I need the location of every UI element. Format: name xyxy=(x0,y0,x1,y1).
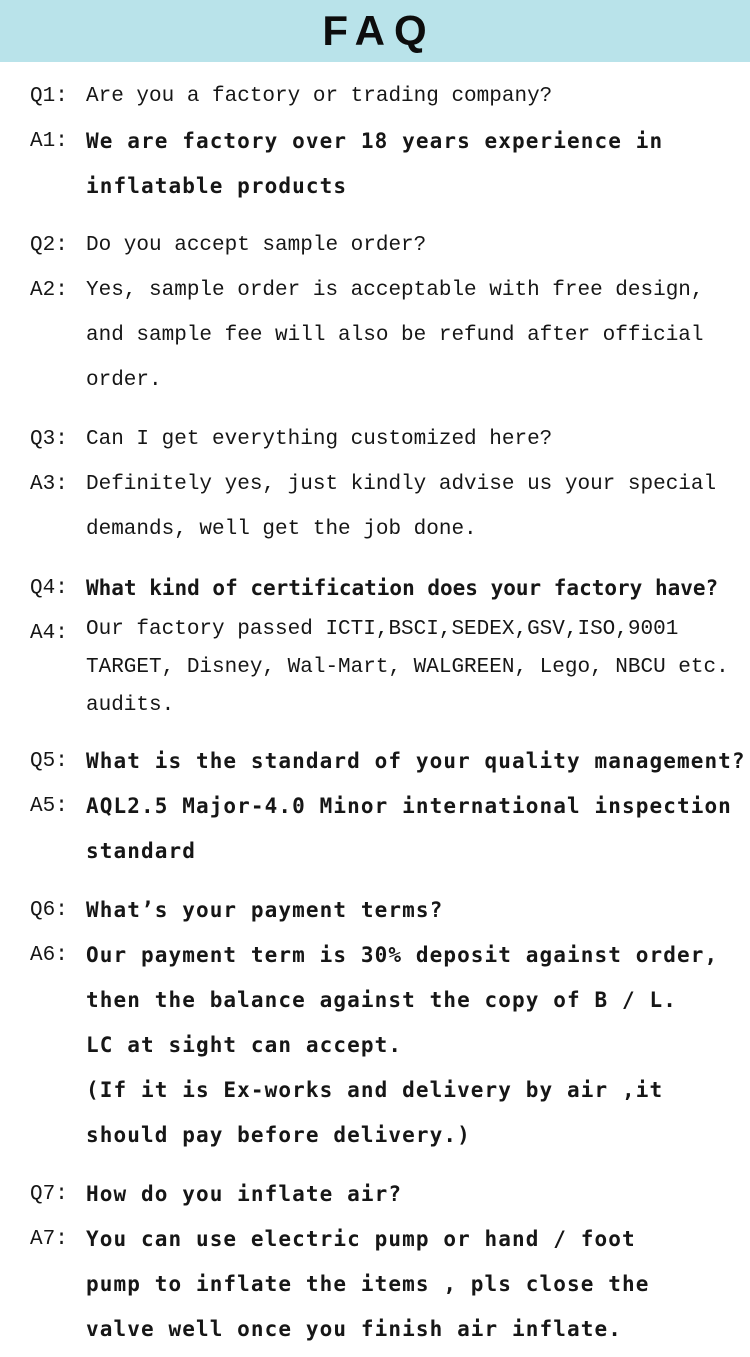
answer-row xyxy=(30,268,742,403)
qa-item xyxy=(30,566,742,725)
answer-line: demands, well get the job done. xyxy=(86,518,477,541)
answer-line: We are factory over 18 years experience in xyxy=(86,129,664,153)
answer-line: should pay before delivery.) xyxy=(86,1123,471,1147)
answer-line: Our payment term is 30% deposit against order, xyxy=(86,943,719,967)
answer-row xyxy=(30,119,742,209)
answer-label: A1: xyxy=(30,130,68,153)
answer-line: inflatable products xyxy=(86,174,348,198)
answer-label: A6: xyxy=(30,944,68,967)
answer-line: audits. xyxy=(86,694,175,717)
question-text: What is the standard of your quality management? xyxy=(86,749,746,773)
faq-header xyxy=(0,0,750,62)
qa-item xyxy=(30,74,742,209)
question-row xyxy=(30,739,746,784)
answer-text xyxy=(86,462,742,552)
answer-label: A5: xyxy=(30,795,68,818)
qa-item xyxy=(30,888,742,1158)
answer-line: then the balance against the copy of B / L. xyxy=(86,988,677,1012)
answer-line: pump to inflate the items , pls close the xyxy=(86,1272,650,1296)
question-label: Q7: xyxy=(30,1183,68,1206)
question-row xyxy=(30,888,742,933)
answer-text xyxy=(86,119,742,209)
answer-text xyxy=(86,611,742,725)
question-text: Can I get everything customized here? xyxy=(86,428,553,451)
answer-row xyxy=(30,1217,742,1352)
answer-line: Our factory passed ICTI,BSCI,SEDEX,GSV,ISO,9001 xyxy=(86,618,679,641)
question-row xyxy=(30,223,742,268)
question-text: How do you inflate air? xyxy=(86,1182,403,1206)
question-text: Are you a factory or trading company? xyxy=(86,85,553,108)
answer-line: Definitely yes, just kindly advise us your special xyxy=(86,473,717,496)
answer-row xyxy=(30,784,742,874)
question-text: What kind of certification does your factory have? xyxy=(86,576,719,600)
question-label: Q4: xyxy=(30,577,68,600)
answer-label: A3: xyxy=(30,473,68,496)
question-text: Do you accept sample order? xyxy=(86,234,427,257)
qa-item xyxy=(30,417,742,552)
question-label: Q1: xyxy=(30,85,68,108)
answer-line: (If it is Ex-works and delivery by air ,it xyxy=(86,1078,664,1102)
faq-list xyxy=(0,62,750,1352)
qa-item xyxy=(30,1172,742,1352)
question-label: Q5: xyxy=(30,750,68,773)
answer-row xyxy=(30,933,742,1158)
answer-line: standard xyxy=(86,839,196,863)
question-row xyxy=(30,1172,742,1217)
answer-text xyxy=(86,1217,742,1352)
answer-text xyxy=(86,933,742,1158)
answer-text xyxy=(86,268,742,403)
answer-row xyxy=(30,462,742,552)
answer-line: and sample fee will also be refund after official xyxy=(86,324,704,347)
answer-row xyxy=(30,611,742,725)
answer-line: AQL2.5 Major-4.0 Minor international inspection xyxy=(86,794,732,818)
qa-item xyxy=(30,223,742,403)
answer-line: order. xyxy=(86,369,162,392)
qa-item xyxy=(30,739,746,874)
answer-line: LC at sight can accept. xyxy=(86,1033,403,1057)
question-row xyxy=(30,566,742,611)
answer-line: You can use electric pump or hand / foot xyxy=(86,1227,636,1251)
question-row xyxy=(30,74,742,119)
answer-line: Yes, sample order is acceptable with free design, xyxy=(86,279,704,302)
answer-text xyxy=(86,784,742,874)
question-text: What’s your payment terms? xyxy=(86,898,444,922)
question-row xyxy=(30,417,742,462)
faq-title: FAQ xyxy=(322,7,436,54)
answer-line: TARGET, Disney, Wal-Mart, WALGREEN, Lego, NBCU etc. xyxy=(86,656,729,679)
answer-label: A4: xyxy=(30,622,68,645)
question-label: Q2: xyxy=(30,234,68,257)
answer-label: A7: xyxy=(30,1228,68,1251)
question-label: Q6: xyxy=(30,899,68,922)
question-label: Q3: xyxy=(30,428,68,451)
answer-label: A2: xyxy=(30,279,68,302)
answer-line: valve well once you finish air inflate. xyxy=(86,1317,622,1341)
